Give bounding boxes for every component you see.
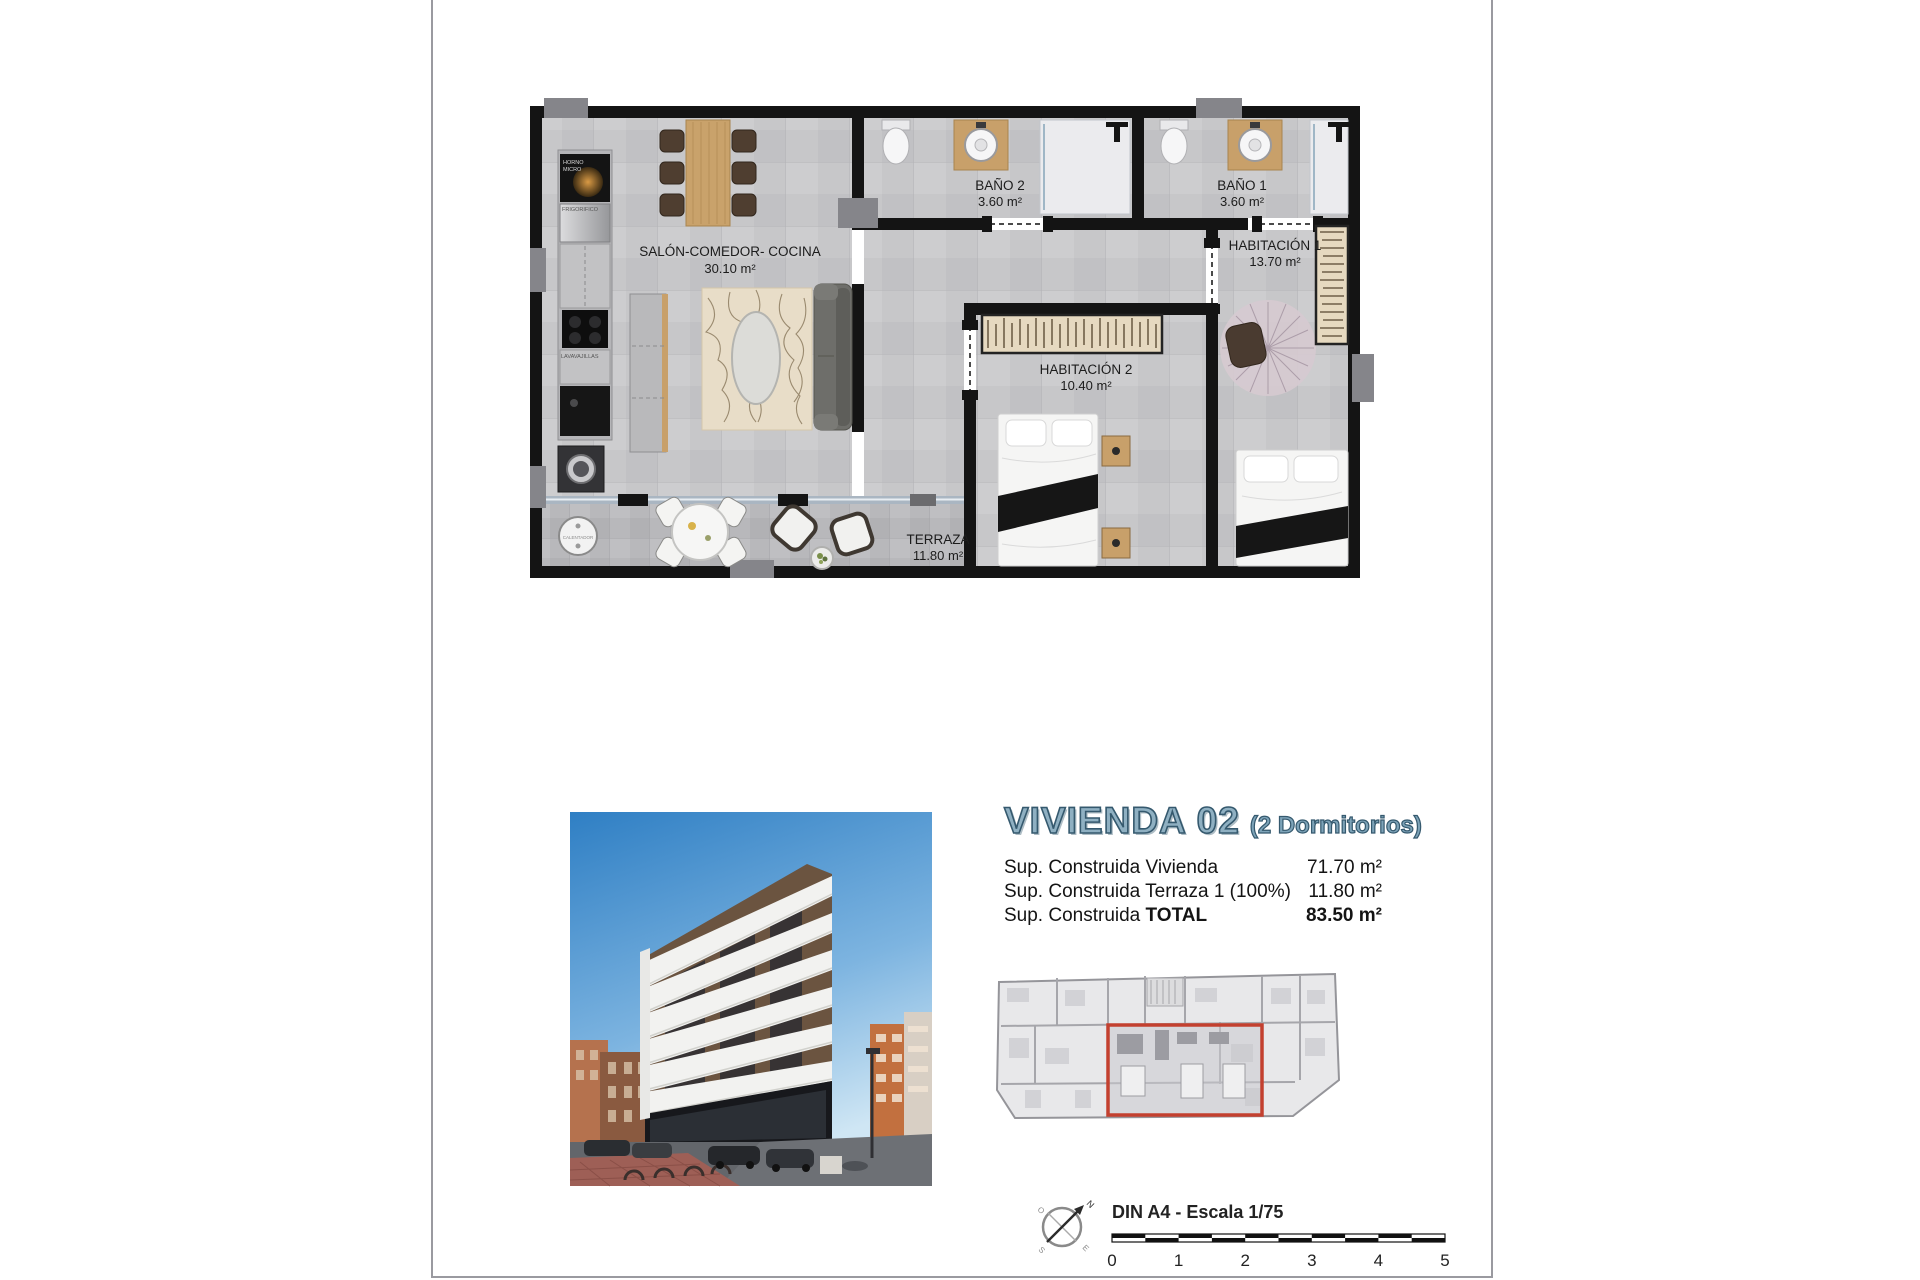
overview-stairs [1147,978,1183,1006]
wall-hab2-top [964,303,1218,315]
spec-row [1004,880,1382,904]
scale-ticks [1107,1251,1449,1270]
wall-living-partition [852,284,864,432]
sideboard [630,294,668,452]
svg-text:30.10 m²: 30.10 m² [704,261,756,276]
room-label-terraza: TERRAZA [906,532,970,547]
room-label-bano1: BAÑO 1 [1217,178,1267,193]
tick-3: 3 [1307,1251,1317,1270]
tick-2: 2 [1240,1251,1250,1270]
svg-text:MICRO: MICRO [563,167,582,173]
svg-text:3.60 m²: 3.60 m² [1219,194,1265,209]
coffee-table [732,312,780,404]
toilet [1161,128,1187,164]
spec-row-total [1004,904,1382,928]
wall-banos-divider [1132,118,1144,218]
spec-label-total: Sup. Construida TOTAL [1004,905,1208,926]
area-specs [1004,856,1382,928]
svg-text:3.60 m²: 3.60 m² [977,194,1023,209]
compass-icon [1036,1198,1097,1255]
svg-text:11.80 m²: 11.80 m² [912,548,964,563]
bed-hab1 [1236,450,1348,566]
spec-row [1004,856,1382,880]
frigorifico-label: FRIGORIFICO [562,207,599,213]
wall-bath-b [1045,218,1248,230]
svg-text:13.70 m²: 13.70 m² [1249,254,1301,269]
overview-plan [995,968,1340,1120]
compass-s: S [1036,1245,1047,1256]
floor-corridor [864,303,964,496]
compass-e: E [1080,1243,1091,1254]
room-label-hab1: HABITACIÓN 1 [1228,238,1322,253]
room-label-salon: SALÓN-COMEDOR- COCINA [639,244,821,259]
svg-text:10.40 m²: 10.40 m² [1060,378,1112,393]
room-label-bano2: BAÑO 2 [975,178,1025,193]
tick-5: 5 [1440,1251,1450,1270]
bed-hab2 [998,414,1098,566]
tick-1: 1 [1173,1251,1184,1270]
shower [1310,120,1348,214]
toilet [883,128,909,164]
wall-bottom [530,566,1360,578]
sink-unit [560,386,610,436]
floor-hall [864,230,1206,303]
building-photo [570,812,932,1186]
horno-label: HORNO [563,160,584,166]
dining-set [660,120,756,226]
unit-title: VIVIENDA 02 [1004,800,1240,841]
lavavajillas-label: LAVAVAJILLAS [561,354,599,360]
floor-plan [530,98,1396,590]
wall-hab-divider-b [1206,308,1218,578]
unit-subtitle: (2 Dormitorios) [1249,812,1422,839]
floor-terraza [542,504,964,566]
scale-label: DIN A4 - Escala 1/75 [1112,1202,1284,1222]
scale-bar [1107,1234,1449,1270]
calentador [559,517,597,555]
tick-4: 4 [1373,1251,1384,1270]
title-block [1004,800,1422,842]
spec-value-total: 83.50 m² [1305,905,1382,926]
scale-block [1020,1190,1490,1280]
wall-right [1348,106,1360,578]
wardrobe-hab2 [982,315,1162,353]
compass-n: N [1084,1198,1097,1211]
spec-label: Sup. Construida Terraza 1 (100%) [1004,881,1291,902]
wall-hab2-left-b [964,394,976,578]
compass-o: O [1035,1205,1047,1216]
spec-value: 11.80 m² [1308,881,1382,902]
calentador-label: CALENTADOR [562,535,594,540]
sofa [814,284,852,430]
spec-value: 71.70 m² [1307,857,1382,878]
spec-label: Sup. Construida Vivienda [1004,857,1219,878]
room-label-hab2: HABITACIÓN 2 [1039,362,1133,377]
living-set [702,284,852,430]
cooktop [562,310,608,348]
tick-0: 0 [1107,1251,1117,1270]
